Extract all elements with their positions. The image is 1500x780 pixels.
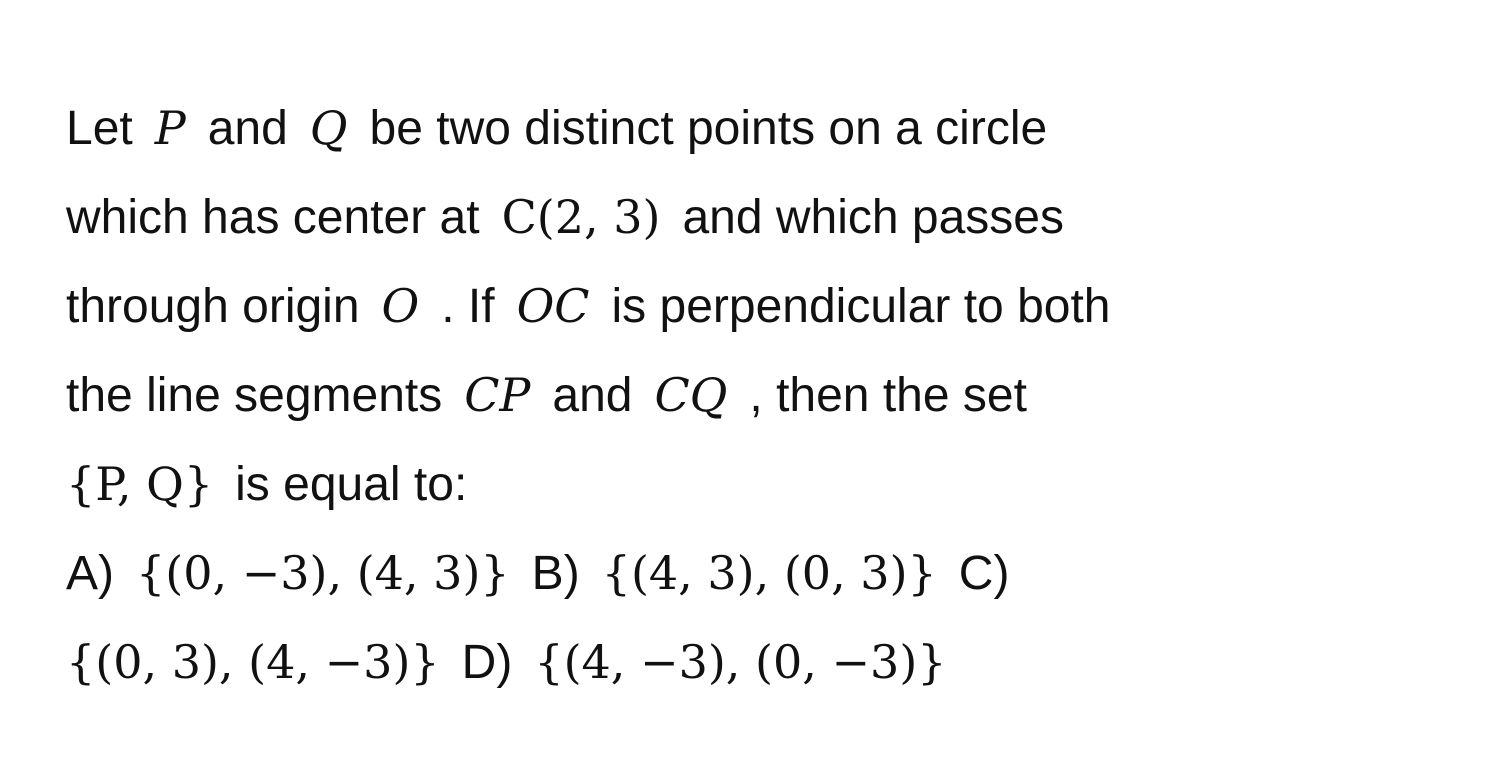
question-text: and which passes [682,191,1064,244]
options-line-1 [66,538,1466,627]
question-text: is equal to: [235,458,468,511]
math-point-p: P [154,101,186,155]
question-line-5 [66,449,1466,538]
options-line-2 [66,627,1466,716]
question-text: which has center at [66,191,480,244]
question-text: , then the set [749,369,1027,422]
math-segment-cq: CQ [654,368,728,422]
question-line-4 [66,360,1466,449]
question-text: through origin [66,280,360,333]
math-segment-cp: CP [464,368,531,422]
math-origin-o: O [381,279,420,333]
question-text: . If [441,280,495,333]
question-text: the line segments [66,369,443,422]
question-line-1 [66,93,1466,182]
option-b-label: B) [531,547,580,600]
option-c-label: C) [958,547,1010,600]
question-text: be two distinct points on a circle [369,102,1048,155]
option-c-value: {(0, 3), (4, −3)} [66,635,440,689]
question-text: and [207,102,288,155]
math-point-q: Q [309,101,348,155]
question-text: Let [66,102,133,155]
question-block [66,93,1466,716]
math-center-c: C(2, 3) [501,190,661,244]
math-set-pq: {P, Q} [66,457,214,511]
option-d-label: D) [461,636,513,689]
question-text: is perpendicular to both [611,280,1111,333]
option-d-value: {(4, −3), (0, −3)} [534,635,947,689]
option-b-value: {(4, 3), (0, 3)} [601,546,937,600]
question-text: and [552,369,633,422]
option-a-value: {(0, −3), (4, 3)} [136,546,510,600]
option-a-label: A) [66,547,114,600]
math-segment-oc: OC [516,279,590,333]
question-line-2 [66,182,1466,271]
question-line-3 [66,271,1466,360]
